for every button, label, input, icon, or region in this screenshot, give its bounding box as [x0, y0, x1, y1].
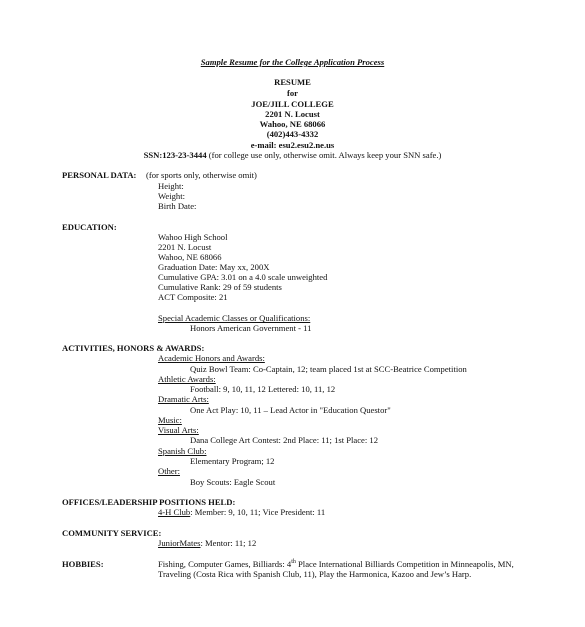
dramatic-arts-item: One Act Play: 10, 11 – Lead Actor in "Education Questor" [190, 405, 391, 415]
ssn-value: SSN:123-23-3444 [143, 150, 207, 160]
visual-arts-item: Dana College Art Contest: 2nd Place: 11; 1st Place: 12 [190, 435, 378, 445]
school-name: Wahoo High School [158, 232, 228, 242]
act-composite: ACT Composite: 21 [158, 292, 228, 302]
resume-heading: RESUME [274, 77, 311, 87]
hobbies-line-1 [158, 559, 514, 569]
graduation-date: Graduation Date: May xx, 200X [158, 262, 270, 272]
personal-data-note: (for sports only, otherwise omit) [146, 170, 257, 180]
leadership-heading: OFFICES/LEADERSHIP POSITIONS HELD: [62, 497, 236, 507]
academic-honors-heading: Academic Honors and Awards: [158, 353, 265, 363]
weight-label: Weight: [158, 191, 185, 201]
hobbies-line-1-start: Fishing, Computer Games, Billiards: 4 [158, 559, 292, 569]
music-heading: Music: [158, 415, 182, 425]
visual-arts-heading: Visual Arts: [158, 425, 199, 435]
personal-data-heading: PERSONAL DATA: [62, 170, 137, 180]
community-detail: : Mentor: 11; 12 [200, 538, 257, 548]
cumulative-rank: Cumulative Rank: 29 of 59 students [158, 282, 282, 292]
community-org: JuniorMates [158, 538, 201, 548]
education-heading: EDUCATION: [62, 222, 117, 232]
academic-honors-item: Quiz Bowl Team: Co-Captain, 12; team placed 1st at SCC-Beatrice Competition [190, 364, 467, 374]
email-address: e-mail: esu2.esu2.ne.us [250, 140, 335, 150]
phone-number: (402)443-4332 [266, 129, 319, 139]
spanish-club-heading: Spanish Club: [158, 446, 207, 456]
height-label: Height: [158, 181, 184, 191]
special-classes-item: Honors American Government - 11 [190, 323, 312, 333]
ssn-note: (for college use only, otherwise omit. Always keep your SNN safe.) [206, 150, 442, 160]
special-classes-heading: Special Academic Classes or Qualifications: [158, 313, 311, 323]
birth-date-label: Birth Date: [158, 201, 197, 211]
other-heading: Other: [158, 466, 180, 476]
activities-heading: ACTIVITIES, HONORS & AWARDS: [62, 343, 205, 353]
hobbies-heading: HOBBIES: [62, 559, 104, 569]
other-item: Boy Scouts: Eagle Scout [190, 477, 276, 487]
dramatic-arts-heading: Dramatic Arts: [158, 394, 209, 404]
street-address: 2201 N. Locust [265, 109, 320, 119]
school-city: Wahoo, NE 68066 [158, 252, 222, 262]
cumulative-gpa: Cumulative GPA: 3.01 on a 4.0 scale unweighted [158, 272, 328, 282]
school-street: 2201 N. Locust [158, 242, 212, 252]
club-name: 4-H Club [158, 507, 191, 517]
resume-for: for [287, 88, 298, 98]
ordinal-suffix: th [291, 559, 296, 566]
city-state-zip: Wahoo, NE 68066 [259, 119, 326, 129]
athletic-awards-heading: Athletic Awards: [158, 374, 216, 384]
hobbies-line-2: Traveling (Costa Rica with Spanish Club, 11), Play the Harmonica, Kazoo and Jew’s Harp. [158, 569, 472, 579]
club-detail: : Member: 9, 10, 11; Vice President: 11 [190, 507, 326, 517]
community-service-item [158, 538, 256, 548]
document-title: Sample Resume for the College Application Process [200, 57, 385, 67]
leadership-item [158, 507, 325, 517]
applicant-name: JOE/JILL COLLEGE [251, 99, 334, 109]
spanish-club-item: Elementary Program; 12 [190, 456, 275, 466]
hobbies-line-1-end: Place International Billiards Competition in Minneapolis, MN, [295, 559, 514, 569]
athletic-awards-item: Football: 9, 10, 11, 12 Lettered: 10, 11, 12 [190, 384, 336, 394]
community-service-heading: COMMUNITY SERVICE: [62, 528, 162, 538]
ssn-line [0, 150, 585, 160]
